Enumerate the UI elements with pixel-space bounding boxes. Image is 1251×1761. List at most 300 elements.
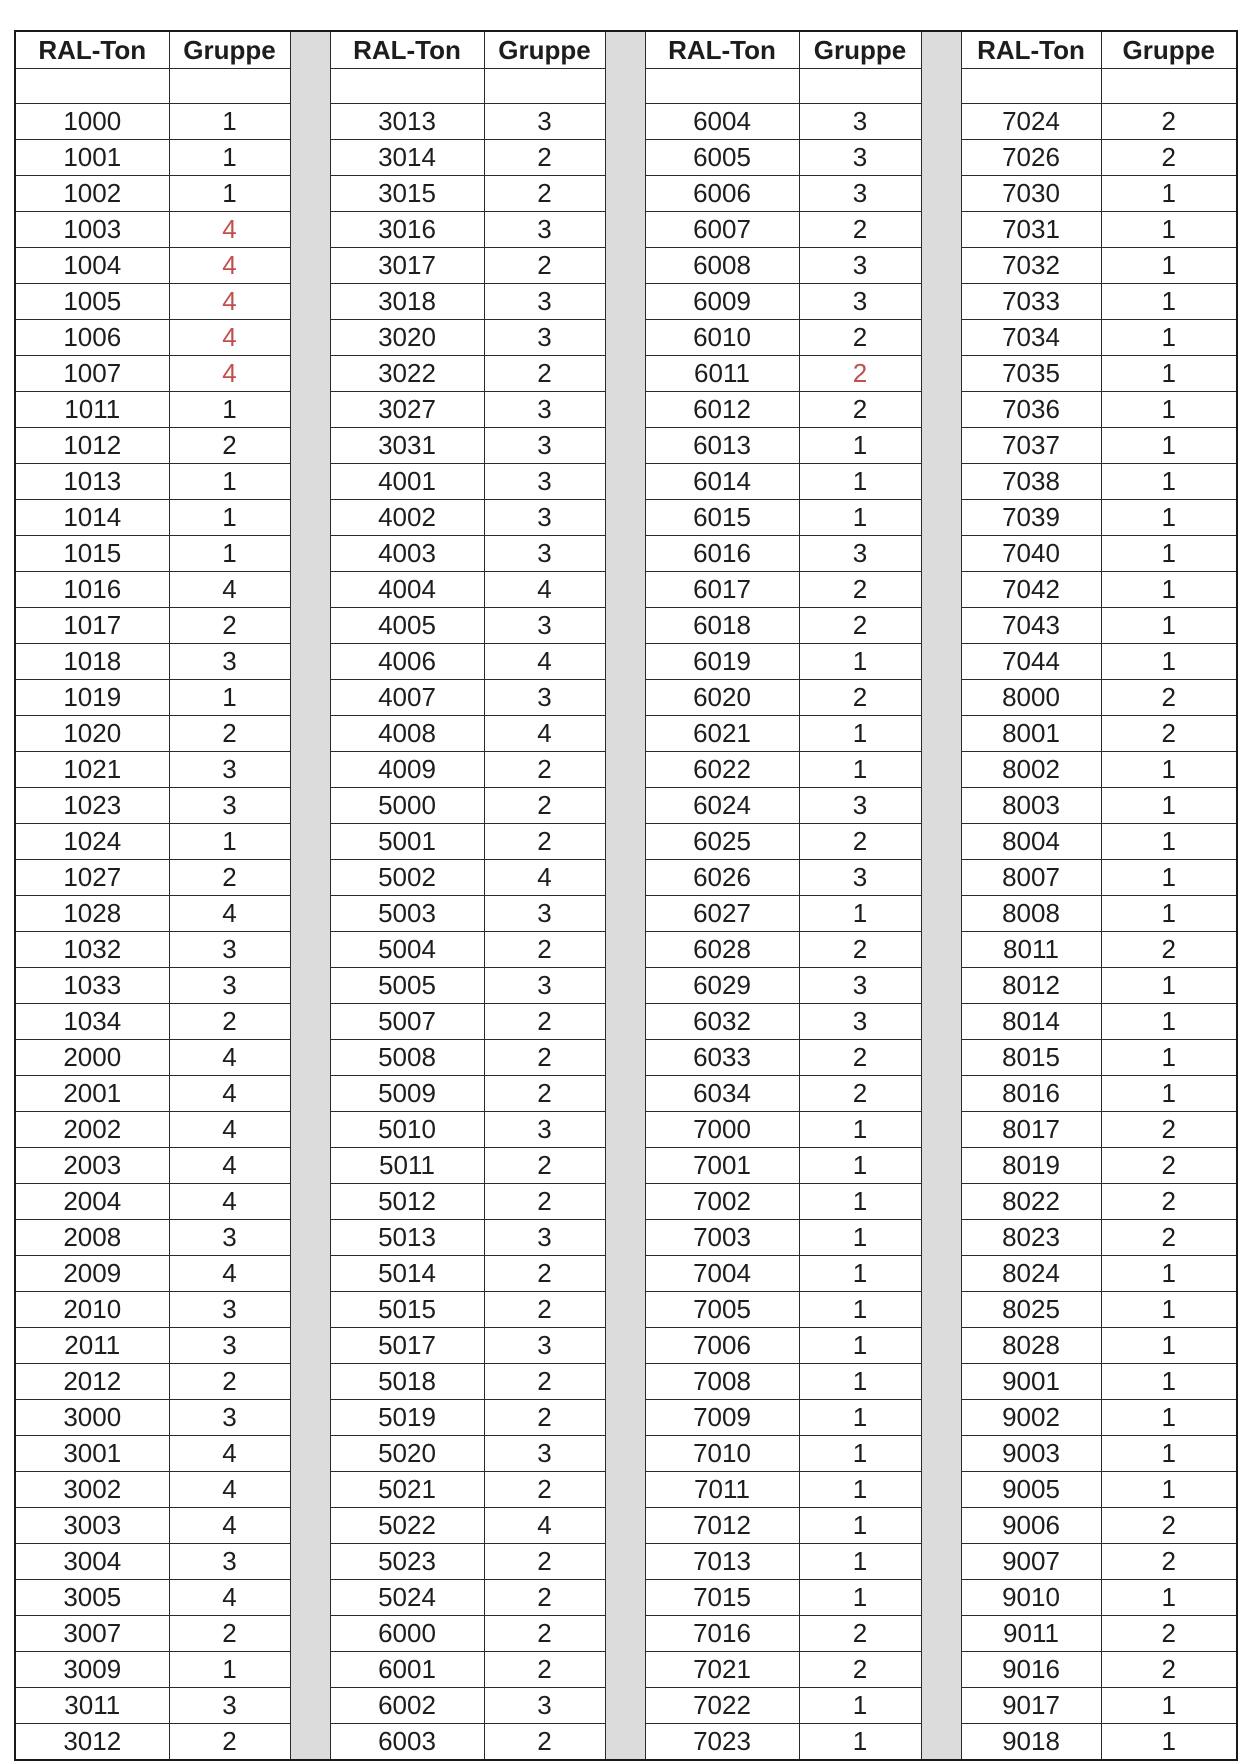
table-row bbox=[15, 644, 1237, 680]
column-separator bbox=[290, 1076, 330, 1112]
gruppe-cell: 2 bbox=[1101, 1220, 1237, 1256]
table-row bbox=[15, 1040, 1237, 1076]
column-separator bbox=[290, 716, 330, 752]
ral-ton-cell: 3011 bbox=[15, 1688, 169, 1724]
ral-ton-cell: 6017 bbox=[645, 572, 799, 608]
column-separator bbox=[921, 608, 961, 644]
table-row bbox=[15, 788, 1237, 824]
gruppe-cell: 3 bbox=[799, 1004, 921, 1040]
column-separator bbox=[605, 248, 645, 284]
gruppe-cell: 1 bbox=[799, 1436, 921, 1472]
column-separator bbox=[605, 1040, 645, 1076]
column-separator bbox=[290, 896, 330, 932]
gruppe-cell: 1 bbox=[1101, 608, 1237, 644]
gruppe-cell: 1 bbox=[799, 500, 921, 536]
ral-ton-cell: 7026 bbox=[961, 140, 1101, 176]
column-separator bbox=[921, 1040, 961, 1076]
table-row bbox=[15, 1220, 1237, 1256]
ral-ton-cell: 9007 bbox=[961, 1544, 1101, 1580]
column-separator bbox=[290, 788, 330, 824]
table-row bbox=[15, 968, 1237, 1004]
gruppe-cell: 1 bbox=[799, 1724, 921, 1761]
ral-ton-cell: 7002 bbox=[645, 1184, 799, 1220]
ral-ton-cell: 8003 bbox=[961, 788, 1101, 824]
ral-ton-cell: 5013 bbox=[330, 1220, 484, 1256]
ral-ton-cell: 8008 bbox=[961, 896, 1101, 932]
gruppe-cell: 2 bbox=[799, 572, 921, 608]
gruppe-cell: 4 bbox=[169, 248, 290, 284]
gruppe-cell: 1 bbox=[799, 464, 921, 500]
table-body bbox=[15, 104, 1237, 1761]
gruppe-cell: 2 bbox=[484, 1292, 605, 1328]
column-separator bbox=[921, 356, 961, 392]
gruppe-cell: 2 bbox=[484, 1148, 605, 1184]
column-separator bbox=[605, 500, 645, 536]
gruppe-cell: 1 bbox=[799, 1220, 921, 1256]
ral-ton-cell: 8017 bbox=[961, 1112, 1101, 1148]
column-separator bbox=[605, 1148, 645, 1184]
column-separator bbox=[605, 1400, 645, 1436]
ral-ton-cell: 8012 bbox=[961, 968, 1101, 1004]
column-separator bbox=[921, 248, 961, 284]
gruppe-cell: 2 bbox=[799, 1076, 921, 1112]
column-separator bbox=[290, 752, 330, 788]
header-gruppe-3: Gruppe bbox=[799, 31, 921, 69]
column-separator bbox=[290, 1364, 330, 1400]
ral-ton-cell: 6003 bbox=[330, 1724, 484, 1761]
column-separator bbox=[921, 536, 961, 572]
gruppe-cell: 2 bbox=[484, 356, 605, 392]
column-separator bbox=[290, 1544, 330, 1580]
column-separator bbox=[921, 1544, 961, 1580]
ral-ton-cell: 8015 bbox=[961, 1040, 1101, 1076]
gruppe-cell: 3 bbox=[799, 968, 921, 1004]
gruppe-cell: 1 bbox=[799, 1292, 921, 1328]
column-separator bbox=[290, 69, 330, 104]
ral-ton-cell: 1015 bbox=[15, 536, 169, 572]
ral-ton-cell: 5004 bbox=[330, 932, 484, 968]
ral-ton-cell: 1019 bbox=[15, 680, 169, 716]
ral-ton-cell: 4007 bbox=[330, 680, 484, 716]
gruppe-cell: 1 bbox=[1101, 428, 1237, 464]
ral-ton-cell: 9011 bbox=[961, 1616, 1101, 1652]
table-row bbox=[15, 1292, 1237, 1328]
gruppe-cell: 1 bbox=[1101, 1688, 1237, 1724]
gruppe-cell: 2 bbox=[484, 1616, 605, 1652]
gruppe-cell: 1 bbox=[799, 1184, 921, 1220]
ral-ton-cell: 5020 bbox=[330, 1436, 484, 1472]
table-row bbox=[15, 1148, 1237, 1184]
column-separator bbox=[290, 1004, 330, 1040]
ral-ton-cell: 9016 bbox=[961, 1652, 1101, 1688]
gruppe-cell: 4 bbox=[169, 320, 290, 356]
ral-ton-cell: 1033 bbox=[15, 968, 169, 1004]
ral-ton-cell: 7042 bbox=[961, 572, 1101, 608]
gruppe-cell: 1 bbox=[1101, 1292, 1237, 1328]
gruppe-cell: 3 bbox=[484, 1112, 605, 1148]
ral-ton-cell: 1001 bbox=[15, 140, 169, 176]
ral-ton-cell: 7021 bbox=[645, 1652, 799, 1688]
ral-ton-cell: 7022 bbox=[645, 1688, 799, 1724]
ral-ton-cell: 6020 bbox=[645, 680, 799, 716]
gruppe-cell: 3 bbox=[484, 1220, 605, 1256]
gruppe-cell: 3 bbox=[484, 968, 605, 1004]
table-row bbox=[15, 356, 1237, 392]
ral-ton-cell: 3012 bbox=[15, 1724, 169, 1761]
gruppe-cell: 2 bbox=[169, 428, 290, 464]
gruppe-cell: 1 bbox=[1101, 320, 1237, 356]
column-separator bbox=[605, 1652, 645, 1688]
gruppe-cell: 2 bbox=[484, 176, 605, 212]
ral-ton-cell: 4001 bbox=[330, 464, 484, 500]
gruppe-cell: 1 bbox=[799, 1112, 921, 1148]
gruppe-cell: 2 bbox=[169, 1724, 290, 1761]
column-separator bbox=[605, 356, 645, 392]
gruppe-cell: 3 bbox=[484, 104, 605, 140]
table-row bbox=[15, 752, 1237, 788]
gruppe-cell: 2 bbox=[484, 824, 605, 860]
ral-ton-cell: 6012 bbox=[645, 392, 799, 428]
gruppe-cell: 3 bbox=[484, 500, 605, 536]
ral-ton-cell: 1034 bbox=[15, 1004, 169, 1040]
table-row bbox=[15, 932, 1237, 968]
gruppe-cell: 3 bbox=[484, 464, 605, 500]
column-separator bbox=[290, 1652, 330, 1688]
ral-ton-cell: 9005 bbox=[961, 1472, 1101, 1508]
gruppe-cell: 2 bbox=[1101, 104, 1237, 140]
gruppe-cell: 1 bbox=[169, 140, 290, 176]
ral-ton-cell: 6026 bbox=[645, 860, 799, 896]
gruppe-cell: 1 bbox=[799, 716, 921, 752]
ral-ton-cell: 3007 bbox=[15, 1616, 169, 1652]
ral-ton-cell: 3005 bbox=[15, 1580, 169, 1616]
ral-ton-cell: 4005 bbox=[330, 608, 484, 644]
column-separator bbox=[290, 680, 330, 716]
column-separator bbox=[921, 284, 961, 320]
gruppe-cell: 3 bbox=[169, 1400, 290, 1436]
gruppe-cell: 1 bbox=[1101, 536, 1237, 572]
ral-ton-cell: 6014 bbox=[645, 464, 799, 500]
gruppe-cell: 2 bbox=[1101, 680, 1237, 716]
ral-ton-cell: 8011 bbox=[961, 932, 1101, 968]
column-separator bbox=[921, 104, 961, 140]
ral-ton-cell: 6006 bbox=[645, 176, 799, 212]
gruppe-cell: 4 bbox=[169, 1112, 290, 1148]
column-separator bbox=[921, 788, 961, 824]
ral-ton-cell: 2008 bbox=[15, 1220, 169, 1256]
ral-ton-cell: 2000 bbox=[15, 1040, 169, 1076]
table-row bbox=[15, 212, 1237, 248]
column-separator bbox=[290, 1256, 330, 1292]
gruppe-cell: 3 bbox=[484, 680, 605, 716]
column-separator bbox=[921, 644, 961, 680]
column-separator bbox=[605, 284, 645, 320]
column-separator bbox=[290, 1436, 330, 1472]
gruppe-cell: 3 bbox=[169, 968, 290, 1004]
column-separator bbox=[605, 1364, 645, 1400]
ral-ton-cell: 9002 bbox=[961, 1400, 1101, 1436]
table-row bbox=[15, 176, 1237, 212]
gruppe-cell: 3 bbox=[169, 1220, 290, 1256]
column-separator bbox=[290, 536, 330, 572]
gruppe-cell: 4 bbox=[169, 1436, 290, 1472]
ral-ton-cell: 7038 bbox=[961, 464, 1101, 500]
column-separator bbox=[290, 140, 330, 176]
gruppe-cell: 1 bbox=[799, 644, 921, 680]
gruppe-cell: 1 bbox=[799, 752, 921, 788]
ral-ton-cell: 1014 bbox=[15, 500, 169, 536]
gruppe-cell: 3 bbox=[484, 1436, 605, 1472]
column-separator bbox=[290, 1184, 330, 1220]
column-separator bbox=[921, 968, 961, 1004]
column-separator bbox=[290, 1040, 330, 1076]
column-separator bbox=[605, 1580, 645, 1616]
ral-ton-cell: 8014 bbox=[961, 1004, 1101, 1040]
gruppe-cell: 3 bbox=[484, 536, 605, 572]
gruppe-cell: 2 bbox=[169, 1004, 290, 1040]
gruppe-cell: 3 bbox=[799, 140, 921, 176]
gruppe-cell: 1 bbox=[169, 824, 290, 860]
gruppe-cell: 3 bbox=[484, 392, 605, 428]
gruppe-cell: 1 bbox=[799, 1364, 921, 1400]
header-row bbox=[15, 31, 1237, 69]
column-separator bbox=[290, 968, 330, 1004]
gruppe-cell: 2 bbox=[799, 356, 921, 392]
ral-ton-cell: 2009 bbox=[15, 1256, 169, 1292]
column-separator bbox=[921, 860, 961, 896]
ral-ton-cell: 8024 bbox=[961, 1256, 1101, 1292]
table-row bbox=[15, 1184, 1237, 1220]
gruppe-cell: 4 bbox=[484, 860, 605, 896]
column-separator bbox=[290, 31, 330, 69]
blank-cell bbox=[645, 69, 799, 104]
ral-ton-cell: 6029 bbox=[645, 968, 799, 1004]
column-separator bbox=[290, 1580, 330, 1616]
gruppe-cell: 3 bbox=[169, 752, 290, 788]
ral-ton-cell: 5007 bbox=[330, 1004, 484, 1040]
ral-ton-cell: 5000 bbox=[330, 788, 484, 824]
gruppe-cell: 1 bbox=[1101, 1436, 1237, 1472]
column-separator bbox=[921, 212, 961, 248]
ral-ton-cell: 5021 bbox=[330, 1472, 484, 1508]
gruppe-cell: 1 bbox=[1101, 1040, 1237, 1076]
ral-ton-cell: 9001 bbox=[961, 1364, 1101, 1400]
table-row bbox=[15, 1004, 1237, 1040]
ral-ton-cell: 6027 bbox=[645, 896, 799, 932]
ral-ton-cell: 1028 bbox=[15, 896, 169, 932]
gruppe-cell: 2 bbox=[484, 1076, 605, 1112]
column-separator bbox=[605, 824, 645, 860]
ral-ton-cell: 3016 bbox=[330, 212, 484, 248]
gruppe-cell: 2 bbox=[1101, 1184, 1237, 1220]
ral-ton-cell: 1018 bbox=[15, 644, 169, 680]
column-separator bbox=[290, 104, 330, 140]
gruppe-cell: 1 bbox=[1101, 968, 1237, 1004]
column-separator bbox=[921, 176, 961, 212]
column-separator bbox=[921, 464, 961, 500]
gruppe-cell: 2 bbox=[484, 1364, 605, 1400]
gruppe-cell: 2 bbox=[799, 1652, 921, 1688]
gruppe-cell: 1 bbox=[1101, 1580, 1237, 1616]
ral-ton-cell: 4002 bbox=[330, 500, 484, 536]
ral-ton-cell: 8025 bbox=[961, 1292, 1101, 1328]
column-separator bbox=[605, 716, 645, 752]
column-separator bbox=[290, 1220, 330, 1256]
column-separator bbox=[921, 1148, 961, 1184]
column-separator bbox=[921, 1256, 961, 1292]
gruppe-cell: 4 bbox=[169, 1040, 290, 1076]
ral-ton-cell: 7005 bbox=[645, 1292, 799, 1328]
gruppe-cell: 2 bbox=[799, 392, 921, 428]
ral-ton-cell: 6034 bbox=[645, 1076, 799, 1112]
ral-ton-cell: 6022 bbox=[645, 752, 799, 788]
column-separator bbox=[605, 536, 645, 572]
column-separator bbox=[290, 860, 330, 896]
gruppe-cell: 2 bbox=[484, 788, 605, 824]
ral-group-table bbox=[14, 30, 1238, 1761]
gruppe-cell: 2 bbox=[484, 140, 605, 176]
header-ral-ton-3: RAL-Ton bbox=[645, 31, 799, 69]
ral-ton-cell: 6028 bbox=[645, 932, 799, 968]
table-row bbox=[15, 680, 1237, 716]
gruppe-cell: 2 bbox=[484, 1652, 605, 1688]
column-separator bbox=[290, 392, 330, 428]
ral-ton-cell: 2004 bbox=[15, 1184, 169, 1220]
gruppe-cell: 1 bbox=[169, 392, 290, 428]
gruppe-cell: 1 bbox=[169, 104, 290, 140]
ral-ton-cell: 7015 bbox=[645, 1580, 799, 1616]
gruppe-cell: 1 bbox=[1101, 1004, 1237, 1040]
gruppe-cell: 1 bbox=[1101, 1256, 1237, 1292]
header-gruppe-4: Gruppe bbox=[1101, 31, 1237, 69]
ral-ton-cell: 6002 bbox=[330, 1688, 484, 1724]
column-separator bbox=[921, 1292, 961, 1328]
gruppe-cell: 2 bbox=[484, 1004, 605, 1040]
ral-ton-cell: 5024 bbox=[330, 1580, 484, 1616]
ral-ton-cell: 5010 bbox=[330, 1112, 484, 1148]
gruppe-cell: 1 bbox=[799, 1472, 921, 1508]
gruppe-cell: 1 bbox=[169, 680, 290, 716]
gruppe-cell: 4 bbox=[484, 572, 605, 608]
ral-ton-cell: 1007 bbox=[15, 356, 169, 392]
ral-ton-cell: 7035 bbox=[961, 356, 1101, 392]
ral-ton-cell: 9017 bbox=[961, 1688, 1101, 1724]
column-separator bbox=[605, 1004, 645, 1040]
blank-cell bbox=[484, 69, 605, 104]
gruppe-cell: 3 bbox=[799, 536, 921, 572]
column-separator bbox=[605, 1220, 645, 1256]
gruppe-cell: 4 bbox=[169, 284, 290, 320]
column-separator bbox=[921, 1364, 961, 1400]
column-separator bbox=[605, 69, 645, 104]
gruppe-cell: 2 bbox=[799, 1040, 921, 1076]
column-separator bbox=[605, 212, 645, 248]
ral-ton-cell: 8028 bbox=[961, 1328, 1101, 1364]
column-separator bbox=[290, 1724, 330, 1761]
gruppe-cell: 3 bbox=[799, 104, 921, 140]
gruppe-cell: 3 bbox=[799, 788, 921, 824]
ral-ton-cell: 4004 bbox=[330, 572, 484, 608]
column-separator bbox=[290, 356, 330, 392]
ral-ton-cell: 6000 bbox=[330, 1616, 484, 1652]
column-separator bbox=[921, 140, 961, 176]
gruppe-cell: 1 bbox=[799, 1400, 921, 1436]
ral-ton-cell: 6015 bbox=[645, 500, 799, 536]
gruppe-cell: 1 bbox=[169, 176, 290, 212]
column-separator bbox=[290, 1508, 330, 1544]
ral-ton-cell: 5019 bbox=[330, 1400, 484, 1436]
column-separator bbox=[605, 644, 645, 680]
ral-ton-cell: 5005 bbox=[330, 968, 484, 1004]
ral-ton-cell: 7039 bbox=[961, 500, 1101, 536]
gruppe-cell: 1 bbox=[1101, 176, 1237, 212]
ral-ton-cell: 7009 bbox=[645, 1400, 799, 1436]
gruppe-cell: 1 bbox=[1101, 1328, 1237, 1364]
table-row bbox=[15, 1508, 1237, 1544]
gruppe-cell: 2 bbox=[484, 752, 605, 788]
gruppe-cell: 1 bbox=[799, 1580, 921, 1616]
gruppe-cell: 3 bbox=[169, 644, 290, 680]
gruppe-cell: 1 bbox=[799, 1256, 921, 1292]
column-separator bbox=[605, 752, 645, 788]
column-separator bbox=[605, 31, 645, 69]
ral-ton-cell: 7030 bbox=[961, 176, 1101, 212]
ral-ton-cell: 3027 bbox=[330, 392, 484, 428]
column-separator bbox=[921, 716, 961, 752]
column-separator bbox=[290, 176, 330, 212]
gruppe-cell: 2 bbox=[484, 1472, 605, 1508]
ral-ton-cell: 1024 bbox=[15, 824, 169, 860]
ral-ton-cell: 7004 bbox=[645, 1256, 799, 1292]
column-separator bbox=[290, 248, 330, 284]
gruppe-cell: 4 bbox=[169, 356, 290, 392]
blank-cell bbox=[330, 69, 484, 104]
ral-ton-cell: 1032 bbox=[15, 932, 169, 968]
gruppe-cell: 1 bbox=[1101, 1400, 1237, 1436]
gruppe-cell: 2 bbox=[1101, 1652, 1237, 1688]
ral-ton-cell: 1023 bbox=[15, 788, 169, 824]
ral-ton-cell: 6008 bbox=[645, 248, 799, 284]
ral-ton-cell: 5012 bbox=[330, 1184, 484, 1220]
column-separator bbox=[290, 284, 330, 320]
ral-ton-cell: 3031 bbox=[330, 428, 484, 464]
table-row bbox=[15, 1544, 1237, 1580]
gruppe-cell: 2 bbox=[484, 1580, 605, 1616]
ral-ton-cell: 7013 bbox=[645, 1544, 799, 1580]
gruppe-cell: 2 bbox=[1101, 1112, 1237, 1148]
table-row bbox=[15, 500, 1237, 536]
column-separator bbox=[605, 572, 645, 608]
table-row bbox=[15, 140, 1237, 176]
column-separator bbox=[605, 1112, 645, 1148]
gruppe-cell: 2 bbox=[1101, 1616, 1237, 1652]
table-row bbox=[15, 608, 1237, 644]
ral-ton-cell: 8023 bbox=[961, 1220, 1101, 1256]
ral-ton-cell: 3014 bbox=[330, 140, 484, 176]
column-separator bbox=[921, 1580, 961, 1616]
gruppe-cell: 2 bbox=[1101, 140, 1237, 176]
table-row bbox=[15, 860, 1237, 896]
ral-ton-cell: 7003 bbox=[645, 1220, 799, 1256]
ral-ton-cell: 6025 bbox=[645, 824, 799, 860]
ral-ton-cell: 7016 bbox=[645, 1616, 799, 1652]
table-row bbox=[15, 1436, 1237, 1472]
column-separator bbox=[605, 104, 645, 140]
column-separator bbox=[605, 1508, 645, 1544]
gruppe-cell: 1 bbox=[1101, 572, 1237, 608]
ral-ton-cell: 1027 bbox=[15, 860, 169, 896]
table-row bbox=[15, 104, 1237, 140]
